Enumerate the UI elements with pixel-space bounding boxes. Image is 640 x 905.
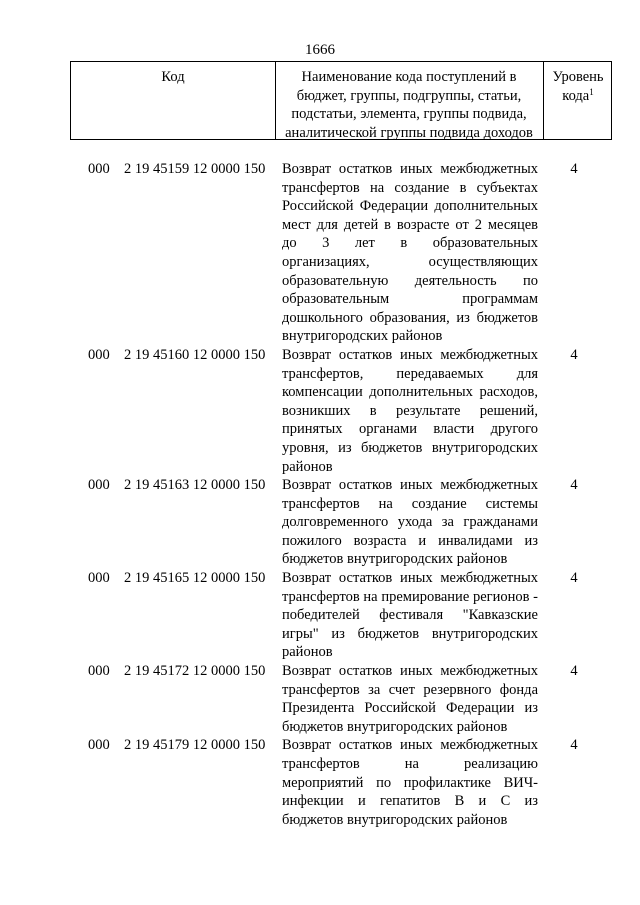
table-top-rule xyxy=(70,61,612,62)
column-header-name: Наименование кода поступлений в бюджет, группы, подгруппы, статьи, подстатьи, элемента, группы подвида, аналитической группы подвида доходов xyxy=(285,69,533,141)
revenue-code: 2 19 45172 12 0000 150 xyxy=(124,663,266,680)
table-row xyxy=(0,569,640,662)
table-row xyxy=(0,662,640,736)
revenue-name: Возврат остатков иных межбюджетных трансфертов на премирование регионов - победителей фестиваля "Кавказские игры" из бюджетов внутригородских районов xyxy=(282,570,538,661)
admin-code: 000 xyxy=(88,477,110,494)
revenue-code: 2 19 45160 12 0000 150 xyxy=(124,346,266,363)
column-header-level xyxy=(546,68,610,105)
table-right-border xyxy=(611,61,612,140)
revenue-name: Возврат остатков иных межбюджетных трансфертов на создание в субъектах Российской Федерации дополнительных мест для детей в возрасте от 2 месяцев до 3 лет в образовательных организациях, осуществляющих образовательную деятельность по образовательным программам дошкольного образования, из бюджетов внутригородских районов xyxy=(282,161,538,345)
table-row xyxy=(0,346,640,476)
code-level: 4 xyxy=(570,477,578,494)
page-number: 1666 xyxy=(305,42,335,58)
revenue-name: Возврат остатков иных межбюджетных трансфертов на реализацию мероприятий по профилактике ВИЧ-инфекции и гепатитов В и С из бюджетов внутригородских районов xyxy=(282,737,538,828)
table-body xyxy=(0,160,640,829)
admin-code: 000 xyxy=(88,161,110,177)
admin-code: 000 xyxy=(88,346,110,363)
admin-code: 000 xyxy=(88,663,110,680)
revenue-name: Возврат остатков иных межбюджетных трансфертов на создание системы долговременного ухода за гражданами пожилого возраста и инвалидами из бюджетов внутригородских районов xyxy=(282,477,538,568)
admin-code: 000 xyxy=(88,570,110,587)
code-level: 4 xyxy=(570,737,578,754)
revenue-code: 2 19 45179 12 0000 150 xyxy=(124,737,266,754)
column-header-level-text: Уровень кода xyxy=(552,69,604,104)
column-header-code: Код xyxy=(161,69,185,85)
code-level: 4 xyxy=(570,346,578,363)
revenue-code: 2 19 45165 12 0000 150 xyxy=(124,570,266,587)
code-level: 4 xyxy=(570,663,578,680)
revenue-name: Возврат остатков иных межбюджетных трансфертов за счет резервного фонда Президента Российской Федерации из бюджетов внутригородских районов xyxy=(282,663,538,735)
admin-code: 000 xyxy=(88,737,110,754)
revenue-code: 2 19 45159 12 0000 150 xyxy=(124,161,266,177)
code-level: 4 xyxy=(570,161,578,177)
revenue-code: 2 19 45163 12 0000 150 xyxy=(124,477,266,494)
column-divider-name xyxy=(543,61,544,140)
footnote-marker: 1 xyxy=(589,86,594,97)
table-row xyxy=(0,160,640,346)
code-level: 4 xyxy=(570,570,578,587)
revenue-name: Возврат остатков иных межбюджетных трансфертов, передаваемых для компенсации дополнительных расходов, возникших в результате решений, принятых органами власти другого уровня, из бюджетов внутригородских районов xyxy=(282,346,538,475)
table-left-border xyxy=(70,61,71,140)
table-row xyxy=(0,476,640,569)
table-row xyxy=(0,736,640,829)
